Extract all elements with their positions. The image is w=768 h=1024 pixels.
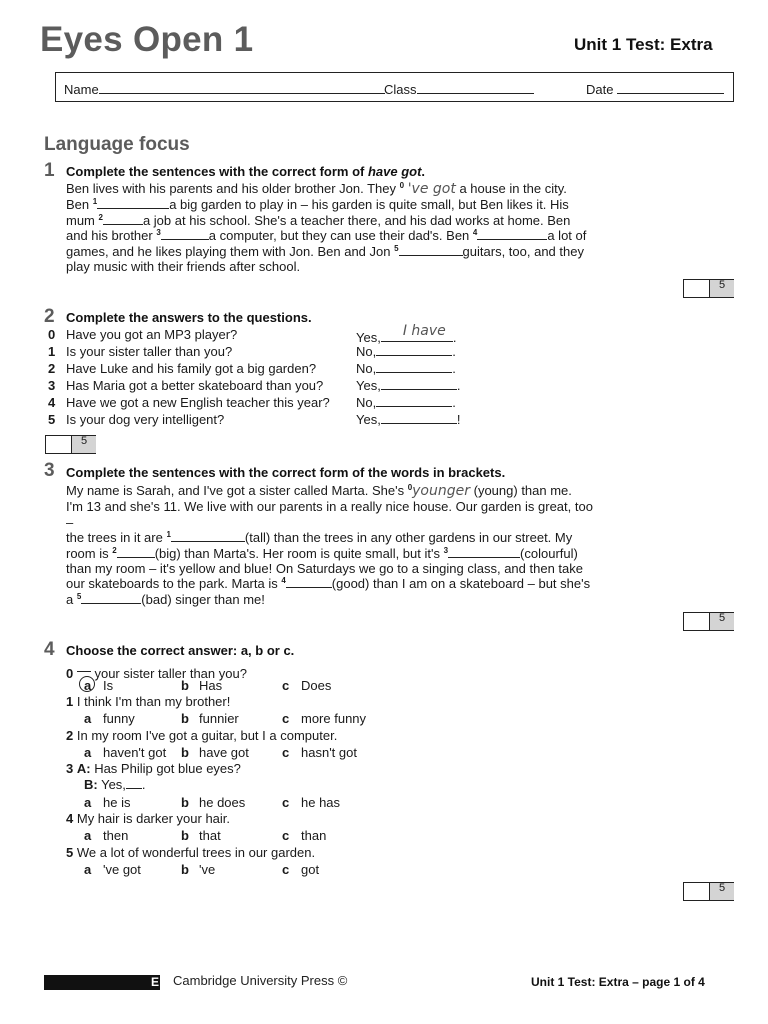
stem-gap xyxy=(126,777,142,789)
list-item xyxy=(48,344,55,359)
option-c[interactable] xyxy=(282,711,289,726)
option-b[interactable] xyxy=(181,828,189,843)
gap-number: 4 xyxy=(281,576,286,586)
score-input[interactable] xyxy=(684,280,709,297)
list-item xyxy=(48,327,55,342)
option-letter: b xyxy=(181,862,189,877)
q2-question: Have we got a new English teacher this year? xyxy=(66,395,330,410)
option-a-text: he is xyxy=(103,795,131,810)
option-letter: a xyxy=(84,795,92,810)
q4-item-2 xyxy=(66,728,337,743)
option-b-text: he does xyxy=(199,795,246,810)
q3-paragraph xyxy=(66,483,593,607)
q4-item-3-response xyxy=(84,777,146,792)
answer-end: . xyxy=(452,395,456,410)
option-letter: b xyxy=(181,745,189,760)
item-stem: I think I'm than my brother! xyxy=(76,694,231,709)
q4-instruction: Choose the correct answer: a, b or c. xyxy=(66,643,295,658)
q2-answer-5[interactable] xyxy=(356,412,460,427)
option-letter: a xyxy=(84,745,92,760)
q2-answer-2[interactable] xyxy=(356,361,456,376)
answer-end: . xyxy=(452,330,457,345)
gap-number: 2 xyxy=(112,545,117,555)
gap-number: 1 xyxy=(92,197,98,207)
q4-score-box[interactable] xyxy=(683,882,734,901)
name-field[interactable] xyxy=(64,81,385,97)
q1-gap-5[interactable] xyxy=(399,244,463,256)
option-letter: b xyxy=(181,711,189,726)
q1-text: Ben xyxy=(66,197,93,213)
q1-gap-3[interactable] xyxy=(161,228,209,240)
option-b-text: 've xyxy=(199,862,216,877)
score-input[interactable] xyxy=(684,613,709,630)
option-c[interactable] xyxy=(282,795,289,810)
item-number: 2 xyxy=(48,361,56,376)
option-b-text: have got xyxy=(199,745,249,760)
q2-answer-4[interactable] xyxy=(356,395,456,410)
q2-question: Have you got an MP3 player? xyxy=(66,327,238,342)
option-letter: b xyxy=(181,828,189,843)
option-b-text: Has xyxy=(199,678,223,693)
q1-number: 1 xyxy=(44,160,55,181)
q4-number: 4 xyxy=(44,639,55,660)
q3-text: (bad) singer than me! xyxy=(141,591,265,607)
option-letter: c xyxy=(282,828,290,843)
q3-text: I'm 13 and she's 11. We live with our parents in a really nice house. Our garden is great, too xyxy=(66,499,593,515)
option-c-text: hasn't got xyxy=(301,745,357,760)
q3-gap-5[interactable] xyxy=(81,592,141,604)
q3-text: the trees in it are xyxy=(66,530,167,546)
q1-gap-4[interactable] xyxy=(477,228,547,240)
option-letter: a xyxy=(84,828,92,843)
q2-question: Is your sister taller than you? xyxy=(66,344,233,359)
q3-text: (good) than I am on a skateboard – but she's xyxy=(331,576,591,592)
item-number: 2 xyxy=(66,728,74,743)
answer-end: . xyxy=(456,378,461,393)
item-number: 4 xyxy=(48,395,56,410)
list-item xyxy=(48,412,55,427)
option-letter: b xyxy=(181,795,189,810)
speaker-b: B: xyxy=(84,777,98,792)
q2-question: Is your dog very intelligent? xyxy=(66,412,225,427)
q1-text: play music with their friends after school. xyxy=(66,259,301,275)
gap-number: 3 xyxy=(443,545,449,555)
option-a[interactable] xyxy=(84,828,91,843)
answer-prefix: Yes, xyxy=(356,330,381,345)
class-field[interactable] xyxy=(384,81,534,97)
footer-e-mark: E xyxy=(150,975,159,989)
q4-item-1 xyxy=(66,694,230,709)
q3-text: (young) than me. xyxy=(473,483,572,498)
item-stem: Has Philip got blue eyes? xyxy=(90,761,241,776)
answer-prefix: Yes, xyxy=(356,412,381,427)
option-b-text: funnier xyxy=(199,711,239,726)
q3-text: (big) than Marta's. Her room is quite small, but it's xyxy=(154,545,444,561)
q4-item-4 xyxy=(66,811,230,826)
answer-line[interactable] xyxy=(376,361,452,373)
answer-end: . xyxy=(452,361,456,376)
date-line xyxy=(617,81,724,94)
footer-bar xyxy=(44,975,150,990)
q2-example-answer: I have xyxy=(402,323,446,339)
q1-instruction-end: . xyxy=(421,164,426,179)
answer-prefix: No, xyxy=(356,344,377,359)
item-stem: We a lot of wonderful trees in our garden. xyxy=(76,845,316,860)
q2-answer-3[interactable] xyxy=(356,378,460,393)
q1-example-answer: 've got xyxy=(407,181,456,197)
q2-instruction: Complete the answers to the questions. xyxy=(66,310,312,325)
q3-text: room is xyxy=(66,545,113,561)
score-input[interactable] xyxy=(684,883,709,900)
score-max: 5 xyxy=(709,280,734,297)
answer-line[interactable] xyxy=(381,378,457,390)
q3-gap-4[interactable] xyxy=(286,576,332,588)
class-line xyxy=(417,81,534,94)
unit-title: Unit 1 Test: Extra xyxy=(574,35,713,54)
gap-number: 2 xyxy=(98,212,103,222)
q3-text: than my room – it's yellow and blue! On Saturdays we go to a singing class, and then take xyxy=(66,561,583,577)
option-letter: c xyxy=(282,795,290,810)
q1-paragraph xyxy=(66,181,586,274)
answer-line xyxy=(381,323,453,342)
option-letter: b xyxy=(181,678,189,693)
answer-prefix: Yes, xyxy=(356,378,381,393)
score-max: 5 xyxy=(709,613,734,630)
option-b[interactable] xyxy=(181,678,189,693)
list-item xyxy=(48,395,55,410)
q3-example-answer: younger xyxy=(412,483,470,499)
option-letter: c xyxy=(282,745,290,760)
option-a-text: funny xyxy=(103,711,135,726)
option-b[interactable] xyxy=(181,862,189,877)
item-stem: your sister taller than you? xyxy=(90,666,247,681)
answer-end: ! xyxy=(456,412,461,427)
option-c-text: Does xyxy=(301,678,332,693)
date-label: Date xyxy=(586,82,614,97)
q1-text: games, and he likes playing them with Jon. Ben and Jon xyxy=(66,243,395,259)
answer-prefix: No, xyxy=(356,361,377,376)
q3-text: – xyxy=(66,514,74,530)
score-max: 5 xyxy=(71,436,96,453)
q4-item-5 xyxy=(66,845,315,860)
gap-number: 1 xyxy=(166,530,171,540)
list-item xyxy=(48,378,55,393)
option-letter: c xyxy=(282,711,290,726)
option-c-text: more funny xyxy=(301,711,367,726)
option-c[interactable] xyxy=(282,745,289,760)
item-number: 0 xyxy=(66,666,74,681)
q1-text: and his brother xyxy=(66,228,157,244)
answer-prefix: No, xyxy=(356,395,377,410)
gap-number: 5 xyxy=(394,243,399,253)
q3-instruction: Complete the sentences with the correct form of the words in brackets. xyxy=(66,465,506,480)
q1-text: guitars, too, and they xyxy=(462,243,584,259)
option-a-text: then xyxy=(103,828,129,843)
q2-answer-1[interactable] xyxy=(356,344,456,359)
q3-gap-1[interactable] xyxy=(171,530,245,542)
q1-score-box[interactable] xyxy=(683,279,734,298)
q3-gap-2[interactable] xyxy=(117,546,155,558)
q2-number: 2 xyxy=(44,306,55,327)
brand-title: Eyes Open 1 xyxy=(40,20,254,59)
option-a-text: Is xyxy=(103,678,114,693)
option-letter: c xyxy=(282,678,290,693)
option-c[interactable] xyxy=(282,678,289,693)
option-letter: a xyxy=(84,711,92,726)
q1-text: a computer, but they can use their dad's. Ben xyxy=(208,228,473,244)
q2-score-box[interactable] xyxy=(45,435,96,454)
q1-gap-1[interactable] xyxy=(97,197,169,209)
name-label: Name xyxy=(64,82,99,97)
q1-text: Ben lives with his parents and his older brother Jon. They xyxy=(66,181,400,196)
option-a[interactable] xyxy=(84,678,91,693)
q3-text: (tall) than the trees in any other gardens in our street. My xyxy=(244,530,573,546)
q1-instruction-text: Complete the sentences with the correct form of xyxy=(66,164,368,179)
speaker-a: A: xyxy=(76,761,91,776)
answer-line[interactable] xyxy=(381,412,457,424)
option-b-text: that xyxy=(199,828,221,843)
score-input[interactable] xyxy=(46,436,71,453)
item-number: 1 xyxy=(66,694,74,709)
q3-score-box[interactable] xyxy=(683,612,734,631)
option-a-text: haven't got xyxy=(103,745,167,760)
gap-number: 0 xyxy=(399,181,405,190)
list-item xyxy=(48,361,55,376)
q3-gap-3[interactable] xyxy=(448,546,520,558)
option-c-text: than xyxy=(301,828,327,843)
q3-text: a xyxy=(66,591,77,607)
date-field[interactable] xyxy=(586,81,724,97)
q2-answer-0 xyxy=(356,323,457,345)
option-c-text: he has xyxy=(301,795,341,810)
q3-number: 3 xyxy=(44,460,55,481)
gap-number: 3 xyxy=(156,228,161,238)
item-number: 3 xyxy=(48,378,56,393)
option-letter: c xyxy=(282,862,290,877)
q3-text: (colourful) xyxy=(520,545,578,561)
q1-text: a house in the city. xyxy=(455,181,567,196)
option-c-text: got xyxy=(301,862,320,877)
answer-line[interactable] xyxy=(376,344,452,356)
item-number: 5 xyxy=(48,412,56,427)
item-stem: Yes, xyxy=(97,777,126,792)
option-letter: a xyxy=(84,678,92,693)
gap-number: 5 xyxy=(76,591,82,601)
gap-number: 4 xyxy=(472,228,478,238)
item-number: 0 xyxy=(48,327,56,342)
option-letter: a xyxy=(84,862,92,877)
item-number: 4 xyxy=(66,811,74,826)
score-max: 5 xyxy=(709,883,734,900)
student-info-box xyxy=(55,72,734,102)
item-number: 5 xyxy=(66,845,74,860)
answer-line[interactable] xyxy=(376,395,452,407)
item-stem: In my room I've got a guitar, but I a computer. xyxy=(76,728,338,743)
option-a[interactable] xyxy=(84,711,91,726)
q1-instruction-em: have got xyxy=(367,164,422,179)
q1-text: mum xyxy=(66,212,99,228)
item-number: 3 xyxy=(66,761,74,776)
q4-item-3 xyxy=(66,761,241,776)
option-b[interactable] xyxy=(181,745,189,760)
gap-number: 0 xyxy=(407,483,413,492)
class-label: Class xyxy=(384,82,417,97)
option-a[interactable] xyxy=(84,862,91,877)
name-line xyxy=(99,81,385,94)
option-b[interactable] xyxy=(181,711,189,726)
footer-publisher: Cambridge University Press © xyxy=(173,973,348,988)
option-a[interactable] xyxy=(84,745,91,760)
option-c[interactable] xyxy=(282,862,289,877)
q1-text: a big garden to play in – his garden is quite small, but Ben likes it. His xyxy=(169,197,569,213)
q1-instruction xyxy=(66,164,425,179)
q3-text: My name is Sarah, and I've got a sister called Marta. She's xyxy=(66,483,408,498)
q1-text: a lot of xyxy=(547,228,587,244)
option-b[interactable] xyxy=(181,795,189,810)
item-stem-end: . xyxy=(141,777,146,792)
q1-gap-2[interactable] xyxy=(103,213,143,225)
option-c[interactable] xyxy=(282,828,289,843)
q2-question: Have Luke and his family got a big garden? xyxy=(66,361,317,376)
section-title: Language focus xyxy=(44,134,190,155)
item-stem: My hair is darker your hair. xyxy=(76,811,231,826)
option-a-text: 've got xyxy=(103,862,141,877)
q3-text: our skateboards to the park. Marta is xyxy=(66,576,282,592)
footer-page-number: Unit 1 Test: Extra – page 1 of 4 xyxy=(531,975,705,989)
item-number: 1 xyxy=(48,344,56,359)
q2-question: Has Maria got a better skateboard than you? xyxy=(66,378,324,393)
answer-end: . xyxy=(452,344,456,359)
stem-gap xyxy=(77,661,91,672)
option-a[interactable] xyxy=(84,795,91,810)
q1-text: a job at his school. She's a teacher there, and his dad works at home. Ben xyxy=(142,212,571,228)
